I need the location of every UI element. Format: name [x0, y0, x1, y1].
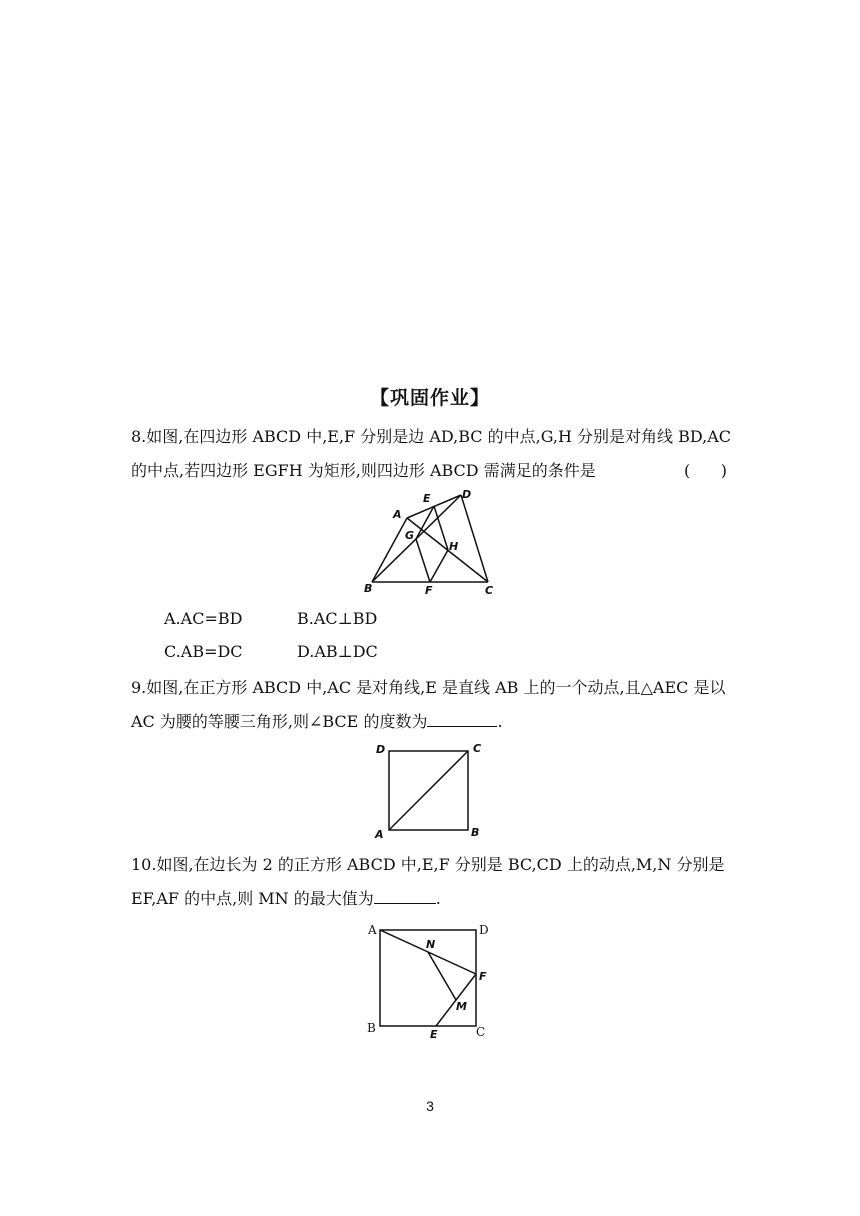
q8-label-f: F — [425, 584, 433, 597]
page-number: 3 — [426, 1098, 434, 1114]
q9-diagonal-ac — [389, 751, 468, 830]
q8-option-a: A.AC=BD — [164, 609, 243, 628]
q8-line2: 的中点,若四边形 EGFH 为矩形,则四边形 ABCD 需满足的条件是 — [131, 461, 596, 480]
q8-edge-ab — [372, 518, 407, 582]
q8-label-a: A — [393, 508, 402, 521]
q10-answer-blank[interactable] — [374, 889, 436, 904]
q9-label-d: D — [376, 743, 386, 756]
q9-label-a: A — [375, 828, 384, 841]
q8-label-h: H — [449, 540, 459, 553]
q8-segment-eh — [434, 506, 448, 550]
q8-label-g: G — [405, 529, 415, 542]
q8-edge-dc — [461, 495, 488, 582]
q8-answer-paren: ( ) — [684, 461, 727, 480]
q10-line2-end: . — [435, 889, 441, 908]
q10-label-c: C — [476, 1025, 486, 1039]
q8-segment-hf — [430, 550, 448, 582]
q8-option-c: C.AB=DC — [164, 642, 243, 661]
q10-line2-text: EF,AF 的中点,则 MN 的最大值为 — [131, 889, 374, 908]
q9-line2-end: . — [497, 712, 503, 731]
q8-label-b: B — [364, 582, 373, 595]
q8-option-b: B.AC⊥BD — [297, 609, 378, 628]
q9-line2-text: AC 为腰的等腰三角形,则∠BCE 的度数为 — [131, 712, 428, 731]
q10-label-n: N — [426, 938, 436, 951]
q10-label-a: A — [368, 923, 377, 937]
q10-label-e: E — [430, 1028, 438, 1041]
q8-figure — [360, 486, 500, 598]
q8-label-c: C — [485, 584, 494, 597]
q9-line2 — [131, 712, 731, 732]
q9-answer-blank[interactable] — [427, 712, 497, 727]
q9-label-c: C — [473, 742, 482, 755]
q10-line2 — [131, 889, 731, 909]
q9-label-b: B — [471, 826, 480, 839]
q9-line1: 9.如图,在正方形 ABCD 中,AC 是对角线,E 是直线 AB 上的一个动点,且△AEC 是以 — [131, 678, 726, 697]
q9-figure — [368, 738, 494, 842]
q8-segment-gf — [416, 539, 430, 582]
section-heading: 【巩固作业】 — [369, 387, 490, 409]
q10-label-m: M — [456, 1000, 467, 1013]
q8-label-e: E — [423, 492, 431, 505]
q10-line1: 10.如图,在边长为 2 的正方形 ABCD 中,E,F 分别是 BC,CD 上的动点,M,N 分别是 — [131, 855, 725, 874]
q8-line1: 8.如图,在四边形 ABCD 中,E,F 分别是边 AD,BC 的中点,G,H 分别是对角线 BD,AC — [131, 427, 732, 446]
q10-label-f: F — [479, 970, 487, 983]
q10-figure — [364, 920, 498, 1044]
q10-label-b: B — [367, 1021, 376, 1035]
q8-label-d: D — [462, 488, 472, 501]
q8-option-d: D.AB⊥DC — [297, 642, 378, 661]
q10-label-d: D — [479, 923, 489, 937]
